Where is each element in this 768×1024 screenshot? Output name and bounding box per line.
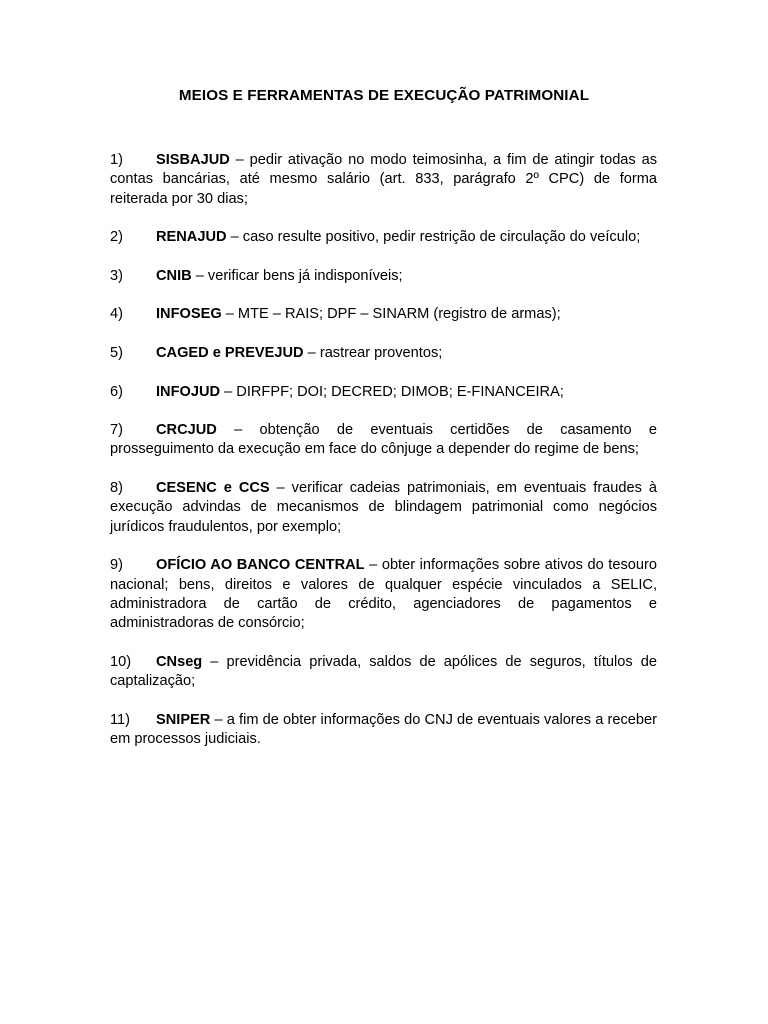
item-description: – verificar bens já indisponíveis; (191, 267, 403, 284)
item-term: INFOSEG (156, 306, 222, 323)
item-number: 3) (110, 267, 123, 284)
item-description: – previdência privada, saldos de apólices de seguros, títulos de captalização; (110, 653, 657, 690)
list-item (110, 267, 657, 286)
document-title: MEIOS E FERRAMENTAS DE EXECUÇÃO PATRIMONIAL (178, 87, 590, 104)
list-item (110, 653, 657, 692)
item-description: – pedir ativação no modo teimosinha, a fim de atingir todas as contas bancárias, até mesmo salário (art. 833, parágrafo 2º CPC) de forma reiterada por 30 dias; (110, 152, 657, 207)
item-number: 7) (110, 422, 123, 439)
item-description: – verificar cadeias patrimoniais, em eventuais fraudes à execução advindas de mecanismos de blindagem patrimonial como negócios jurídicos fraudulentos, por exemplo; (110, 480, 658, 535)
item-number: 5) (110, 344, 123, 361)
item-description: – a fim de obter informações do CNJ de eventuais valores a receber em processos judiciais. (110, 711, 657, 747)
item-term: CAGED e PREVEJUD (156, 344, 304, 361)
item-term: SNIPER (156, 711, 211, 728)
item-description: – MTE – RAIS; DPF – SINARM (registro de armas); (221, 306, 561, 323)
item-number: 4) (110, 306, 123, 323)
item-term: CRCJUD (156, 422, 217, 439)
item-term: RENAJUD (156, 229, 227, 246)
item-description: – obter informações sobre ativos do tesouro nacional; bens, direitos e valores de qualquer espécie vinculados a SELIC, administradora de cartão de crédito, agenciadores de pagamentos e administradoras de consórcio; (110, 557, 657, 632)
item-description: – DIRFPF; DOI; DECRED; DIMOB; E-FINANCEIRA; (220, 383, 564, 400)
item-number: 6) (110, 383, 123, 400)
list-item (110, 344, 657, 363)
item-number: 2) (110, 229, 123, 246)
list-item (110, 711, 657, 750)
item-number: 8) (110, 480, 123, 497)
item-description: – caso resulte positivo, pedir restrição de circulação do veículo; (226, 229, 641, 246)
list-item (110, 228, 657, 247)
list-item (110, 305, 657, 324)
item-number: 9) (110, 557, 123, 574)
item-term: SISBAJUD (156, 152, 230, 168)
list-item (110, 479, 657, 537)
item-term: OFÍCIO AO BANCO CENTRAL (156, 557, 365, 574)
item-term: CNseg (156, 653, 203, 670)
item-description: – obtenção de eventuais certidões de casamento e prosseguimento da execução em face do cônjuge a depender do regime de bens; (110, 422, 657, 458)
item-number: 10) (110, 653, 132, 670)
item-description: – rastrear proventos; (303, 344, 443, 361)
list-item (110, 421, 657, 460)
execution-tools-list (110, 151, 657, 769)
list-item (110, 151, 657, 209)
list-item (110, 556, 657, 633)
item-term: CNIB (156, 267, 192, 284)
list-item (110, 383, 657, 402)
item-number: 1) (110, 152, 123, 168)
item-term: INFOJUD (156, 383, 221, 400)
item-number: 11) (110, 711, 131, 728)
item-term: CESENC e CCS (156, 480, 270, 497)
